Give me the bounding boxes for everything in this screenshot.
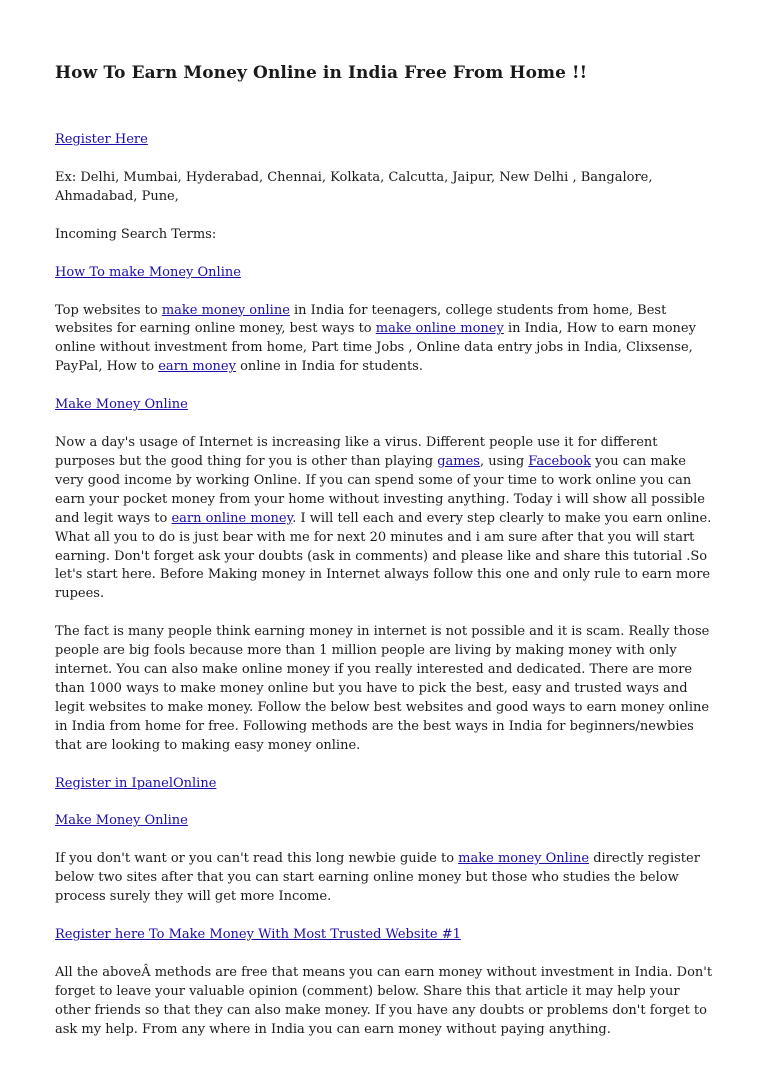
document-page: [55, 62, 715, 1059]
how-to-make-money-link[interactable]: How To make Money Online: [55, 264, 241, 280]
facebook-link[interactable]: Facebook: [528, 453, 591, 469]
text-span: in India for teenagers, college students from home, Best websites for earning online money, best ways to: [55, 302, 667, 337]
make-money-online-paragraph-1: [55, 396, 715, 415]
text-span: If you don't want or you can't read this long newbie guide to: [55, 851, 459, 867]
now-a-days-paragraph: [55, 434, 715, 604]
text-span: directly register below two sites after that you can start earning online money but those who studies the below process surely they will get more Income.: [55, 851, 700, 905]
incoming-search-terms: Incoming Search Terms:: [55, 226, 217, 242]
earn-online-money-link[interactable]: earn online money: [171, 510, 293, 526]
make-money-online-inline-link[interactable]: make money Online: [458, 851, 590, 867]
all-above-paragraph: All the aboveÂ methods are free that means you can earn money without investment in India. Don't forget to leave your valuable opinion (comment) below. Share this that article it may help your other friends so that they can also make money. If you have any doubts or problems don't forget to ask my help. From any where in India you can earn money without paying anything.: [55, 965, 713, 1037]
games-link[interactable]: games: [437, 453, 480, 469]
trusted-website-paragraph: [55, 926, 715, 945]
text-span: online in India for students.: [235, 359, 423, 375]
page-title: How To Earn Money Online in India Free From Home !!: [55, 63, 588, 83]
make-money-online-link-2[interactable]: Make Money Online: [55, 813, 188, 829]
text-span: . I will tell each and every step clearly to make you earn online. What all you to do is just bear with me for next 20 minutes and i am sure after that you will start earning. Don't forget ask your doubts (ask in comments) and please like and share this tutorial .So let's start here. Before Making money in Internet always follow this one and only rule to earn more rupees.: [55, 510, 712, 602]
cities-paragraph: Ex: Delhi, Mumbai, Hyderabad, Chennai, Kolkata, Calcutta, Jaipur, New Delhi , Bangalore, Ahmadabad, Pune,: [55, 169, 653, 204]
register-here-link[interactable]: Register Here: [55, 132, 148, 147]
top-websites-paragraph: [55, 302, 715, 378]
make-money-online-link-1[interactable]: Make Money Online: [55, 397, 188, 413]
text-span: , using: [479, 453, 529, 469]
make-online-money-link[interactable]: make online money: [375, 321, 504, 337]
text-span: you can make very good income by working Online. If you can spend some of your time to work online you can earn your pocket money from your home without investing anything. Today i will show all possible and legit ways to: [55, 453, 705, 526]
earn-money-link[interactable]: earn money: [158, 359, 236, 375]
text-span: Now a day's usage of Internet is increasing like a virus. Different people use it for different purposes but the good thing for you is other than playing: [55, 435, 658, 469]
text-span: in India, How to earn money online without investment from home, Part time Jobs , Online data entry jobs in India, Clixsense, PayPal, How to: [55, 321, 696, 375]
register-ipanel-link[interactable]: Register in IpanelOnline: [55, 775, 217, 791]
how-to-make-paragraph: [55, 264, 715, 283]
register-here-paragraph: [55, 131, 715, 150]
fact-paragraph: The fact is many people think earning money in internet is not possible and it is scam. Really those people are big fools because more than 1 million people are living by making money with only internet. You can also make online money if you really interested and dedicated. There are more than 1000 ways to make money online but you have to pick the best, easy and trusted ways and legit websites to make money. Follow the below best websites and good ways to earn money online in India from home for free. Following methods are the best ways in India for beginners/newbies that are looking to making easy money online.: [55, 624, 710, 753]
if-you-dont-paragraph: [55, 850, 715, 907]
make-money-online-paragraph-2: [55, 812, 715, 831]
text-span: Top websites to: [55, 302, 162, 318]
register-trusted-website-link[interactable]: Register here To Make Money With Most Trusted Website #1: [55, 927, 461, 943]
ipanel-paragraph: [55, 775, 715, 794]
make-money-online-link[interactable]: make money online: [161, 302, 290, 318]
